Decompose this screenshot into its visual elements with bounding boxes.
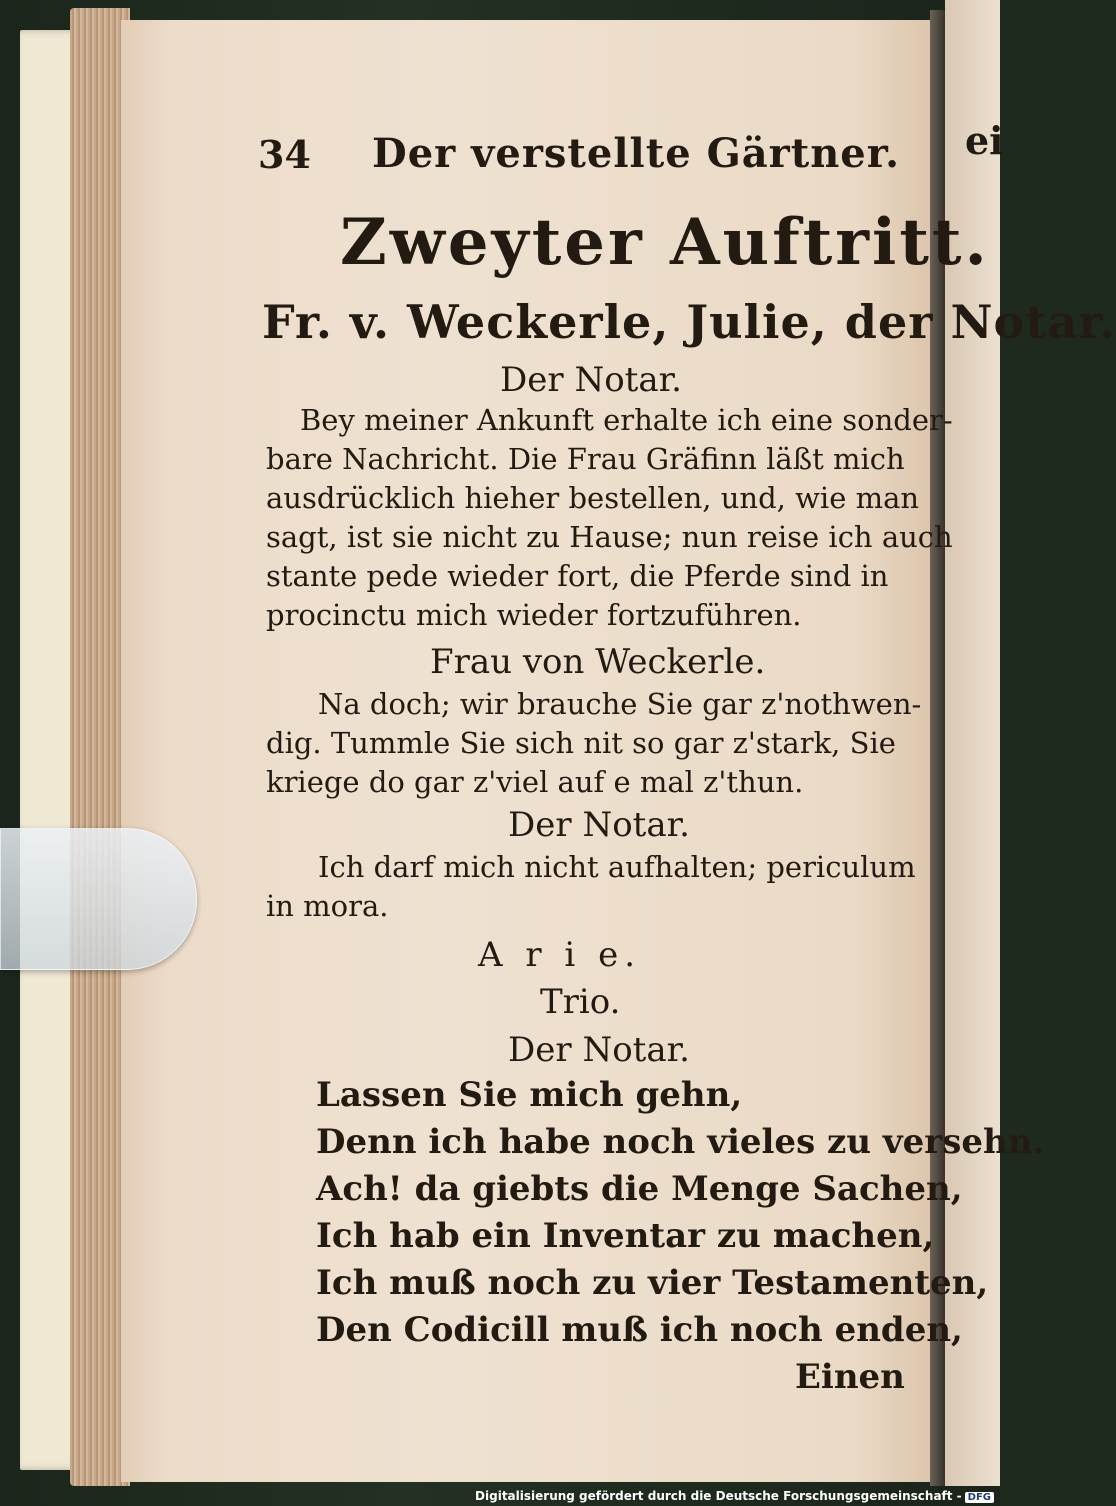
verse-line: Ich hab ein Inventar zu machen, bbox=[316, 1216, 935, 1256]
dialogue-line: procinctu mich wieder fortzuführen. bbox=[266, 598, 802, 632]
dialogue-line: kriege do gar z'viel auf e mal z'thun. bbox=[266, 765, 804, 799]
scene-title: Zweyter Auftritt. bbox=[340, 205, 990, 280]
page-number: 34 bbox=[258, 132, 311, 177]
verse-line: Den Codicill muß ich noch enden, bbox=[316, 1310, 963, 1350]
speaker-weckerle: Frau von Weckerle. bbox=[430, 642, 766, 682]
dialogue-line: ausdrücklich hieher bestellen, und, wie man bbox=[266, 481, 920, 515]
speaker-notar-2: Der Notar. bbox=[508, 805, 690, 845]
page-clip bbox=[0, 828, 197, 970]
verse-line: Denn ich habe noch vieles zu versehn. bbox=[316, 1122, 1045, 1162]
cast-line: Fr. v. Weckerle, Julie, der Notar. bbox=[262, 295, 1116, 349]
digitization-credit bbox=[475, 1489, 994, 1503]
dialogue-line: Bey meiner Ankunft erhalte ich eine sonder- bbox=[300, 403, 953, 437]
dialogue-line: bare Nachricht. Die Frau Gräfinn läßt mich bbox=[266, 442, 905, 476]
dialogue-line: Na doch; wir brauche Sie gar z'nothwen- bbox=[318, 687, 922, 721]
dialogue-line: dig. Tummle Sie sich nit so gar z'stark, Sie bbox=[266, 726, 896, 760]
verse-line: Lassen Sie mich gehn, bbox=[316, 1075, 743, 1115]
speaker-notar-3: Der Notar. bbox=[508, 1030, 690, 1070]
trio-heading: Trio. bbox=[540, 982, 621, 1022]
speaker-notar-1: Der Notar. bbox=[500, 360, 682, 400]
catchword: Einen bbox=[795, 1357, 905, 1397]
verse-line: Ach! da giebts die Menge Sachen, bbox=[316, 1169, 963, 1209]
aria-heading: A r i e. bbox=[478, 935, 642, 975]
facing-page-fragment: ei bbox=[965, 118, 1004, 163]
credit-text: Digitalisierung gefördert durch die Deutsche Forschungsgemeinschaft - bbox=[475, 1489, 962, 1503]
dialogue-line: sagt, ist sie nicht zu Hause; nun reise ich auch bbox=[266, 520, 953, 554]
dfg-logo: DFG bbox=[965, 1492, 994, 1503]
dialogue-line: in mora. bbox=[266, 889, 389, 923]
dialogue-line: stante pede wieder fort, die Pferde sind in bbox=[266, 559, 889, 593]
verse-line: Ich muß noch zu vier Testamenten, bbox=[316, 1263, 989, 1303]
running-title: Der verstellte Gärtner. bbox=[372, 130, 901, 177]
dialogue-line: Ich darf mich nicht aufhalten; periculum bbox=[318, 850, 916, 884]
